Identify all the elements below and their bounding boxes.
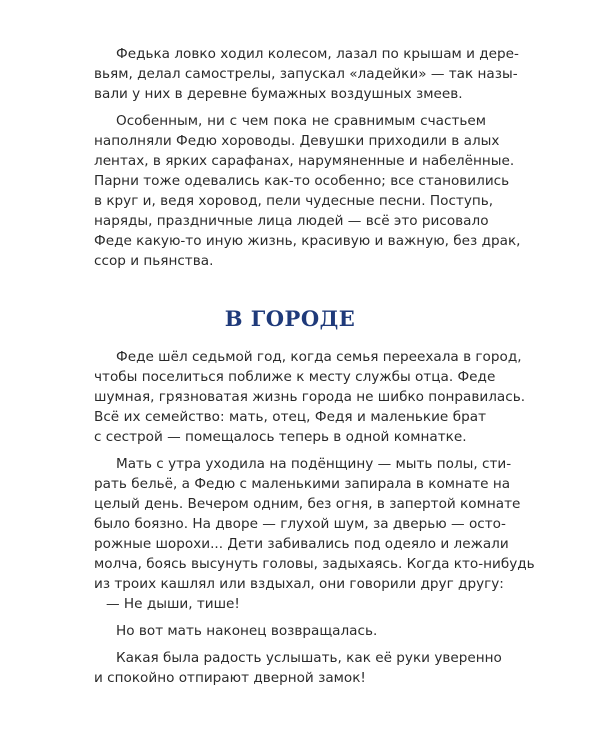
text-line: Какая была радость услышать, как её руки уверенно [116,650,502,666]
text-line: Всё их семейство: мать, отец, Федя и маленькие брат [94,409,486,425]
text-line: и спокойно отпирают дверной замок! [94,670,366,686]
text-line: шумная, грязноватая жизнь города не шибко понравилась. [94,389,526,405]
section-one [94,44,521,271]
text-line: в круг и, ведя хоровод, пели чудесные песни. Поступь, [94,193,494,209]
text-line: было боязно. На дворе — глухой шум, за дверью — осто- [94,516,506,532]
text-line: вали у них в деревне бумажных воздушных змеев. [94,86,463,102]
paragraph [94,648,502,688]
paragraph [94,44,519,104]
paragraph [94,347,526,447]
text-line: наполняли Федю хороводы. Девушки приходили в алых [94,133,500,149]
text-line: с сестрой — помещалось теперь в одной комнатке. [94,429,467,445]
text-line: Мать с утра уходила на подёнщину — мыть полы, сти- [116,456,512,472]
text-line: рать бельё, а Федю с маленькими запирала в комнате на [94,476,511,492]
text-line: ссор и пьянства. [94,253,214,269]
text-line: целый день. Вечером одним, без огня, в запертой комнате [94,496,521,512]
paragraph [94,111,521,271]
text-line: вьям, делал самострелы, запускал «ладейки» — так назы- [94,66,518,82]
paragraph [94,621,486,641]
dialog-paragraph [94,594,486,614]
paragraph [94,454,535,594]
text-line: из троих кашлял или вздыхал, они говорили друг другу: [94,576,504,592]
text-line: Феде какую-то иную жизнь, красивую и важную, без драк, [94,233,521,249]
text-line: Но вот мать наконец возвращалась. [116,623,378,639]
chapter-heading-block [94,306,486,331]
text-line: лентах, в ярких сарафанах, нарумяненные и набелённые. [94,153,515,169]
text-line: рожные шорохи... Дети забивались под одеяло и лежали [94,536,509,552]
text-line: Феде шёл седьмой год, когда семья переехала в город, [116,349,522,365]
text-line: Федька ловко ходил колесом, лазал по крышам и дере- [116,46,519,62]
text-line: Парни тоже одевались как-то особенно; все становились [94,173,510,189]
text-line: чтобы поселиться поближе к месту службы отца. Феде [94,369,496,385]
text-line: Особенным, ни с чем пока не сравнимым счастьем [116,113,486,129]
section-two [94,347,535,688]
text-line: — Не дыши, тише! [106,596,240,612]
text-line: наряды, праздничные лица людей — всё это рисовало [94,213,489,229]
text-line: молча, боясь высунуть головы, задыхаясь. Когда кто-нибудь [94,556,535,572]
chapter-heading: В ГОРОДЕ [224,306,356,331]
